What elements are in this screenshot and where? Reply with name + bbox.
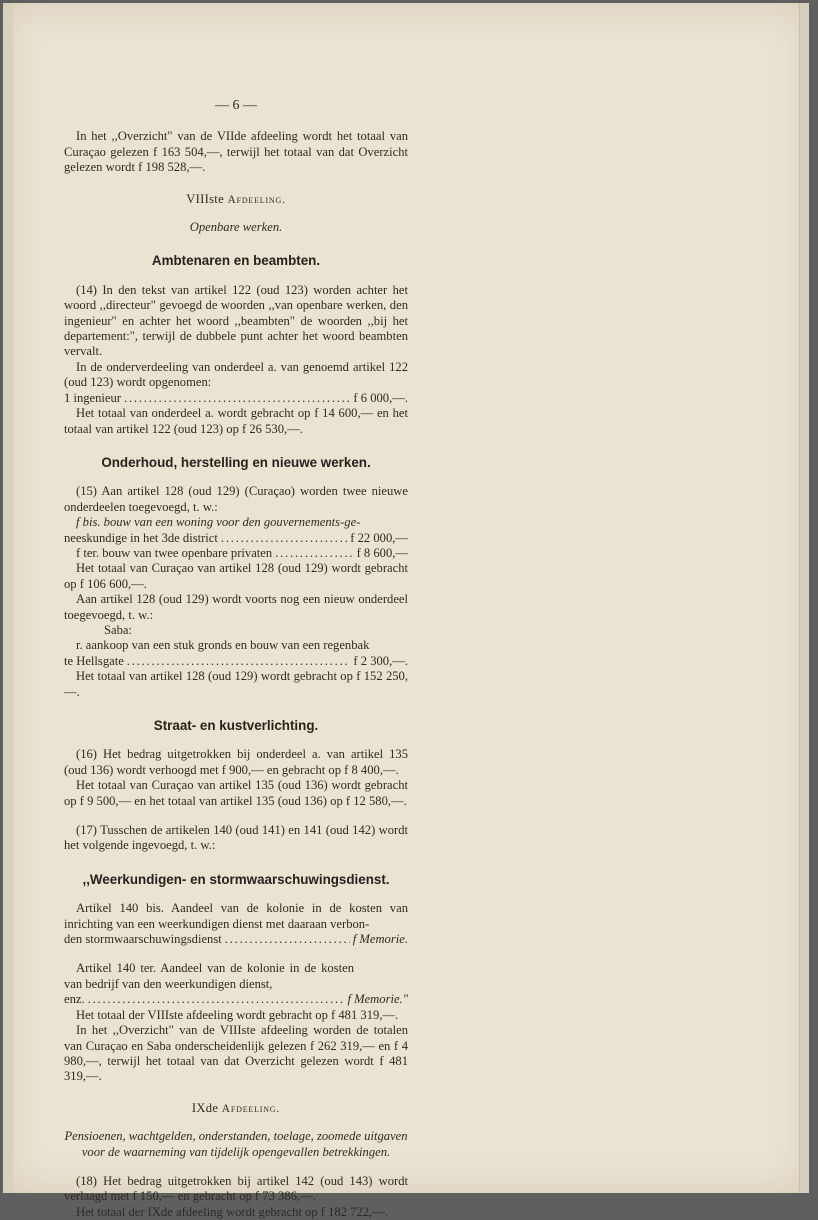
intro-paragraph: In het ,,Overzicht" van de VIIde afdeeling wordt het totaal van Curaçao gelezen f 163 504,—, terwijl het totaal van dat Overzicht gelezen wordt f 198 528,—. [64, 129, 408, 175]
line-item-ingenieur [64, 391, 408, 406]
paragraph-15a: (15) Aan artikel 128 (oud 129) (Curaçao) worden twee nieuwe onderdeelen toegevoegd, t. w.: [64, 484, 408, 514]
section-word: Afdeeling. [221, 1102, 281, 1115]
leader-dots [221, 531, 347, 546]
line-fbis-a: f bis. bouw van een woning voor den gouvernements-ge- [76, 515, 361, 530]
document-page [3, 3, 809, 1219]
paragraph-14b: In de onderverdeeling van onderdeel a. van genoemd artikel 122 (oud 123) wordt opgenomen: [64, 359, 408, 390]
line-r-a: r. aankoop van een stuk gronds en bouw van een regenbak [76, 638, 370, 653]
heading-onderhoud: Onderhoud, herstelling en nieuwe werken. [101, 454, 371, 470]
leader-dots [124, 391, 350, 406]
line-label: f ter. bouw van twee openbare privaten [76, 545, 273, 560]
section-number: VIIIste [186, 191, 225, 206]
artikel-140bis-text: Artikel 140 bis. Aandeel van de kolonie in de kosten van inrichting van een weerkundigen dienst met daaraan verbon- [64, 901, 408, 931]
paragraph-17: (17) Tusschen de artikelen 140 (oud 141) en 141 (oud 142) wordt het volgende ingevoegd, t. w.: [64, 823, 408, 853]
line-label: 1 ingenieur [64, 390, 122, 405]
line-label: te Hellsgate [64, 653, 124, 668]
section-title-ix [64, 1101, 408, 1117]
paragraph-18b: Het totaal der IXde afdeeling wordt gebracht op f 182 722,—. [76, 1204, 388, 1219]
section-title-viii [64, 192, 408, 208]
heading-ambtenaren: Ambtenaren en beambten. [151, 253, 321, 269]
line-label: den stormwaarschuwingsdienst [64, 932, 222, 947]
paragraph-17b: Het totaal der VIIIste afdeeling wordt gebracht op f 481 319,—. [76, 1007, 399, 1022]
paragraph-15d: Het totaal van artikel 128 (oud 129) wordt gebracht op f 152 250,—. [64, 669, 408, 699]
scan-edge [799, 3, 809, 1193]
line-label: enz. [64, 992, 85, 1007]
paragraph-14c: Het totaal van onderdeel a. wordt gebracht op f 14 600,— en het totaal van artikel 122 (oud 123) op f 26 530,—. [64, 406, 408, 436]
artikel-140ter-text: Artikel 140 ter. Aandeel van de kolonie in de kosten van bedrijf van den weerkundigen dienst, [64, 961, 354, 991]
section-subtitle: Pensioenen, wachtgelden, onderstanden, toelage, zoomede uitgaven voor de waarneming van tijdelijk opengevallen betrekkingen. [64, 1129, 408, 1159]
leader-dots [225, 932, 350, 947]
line-amount: f Memorie." [347, 992, 408, 1007]
paragraph-17c: In het ,,Overzicht" van de VIIIste afdeeling worden de totalen van Curaçao en Saba onderscheidenlijk gelezen f 262 319,— en f 4 980,—, terwijl het totaal van dat Overzicht gelezen wordt f 481 319,—. [64, 1023, 408, 1084]
section-number: IXde [191, 1100, 219, 1115]
line-amount: f 6 000,—. [353, 390, 408, 405]
page-number: — 6 — [215, 98, 257, 113]
paragraph-15c: Aan artikel 128 (oud 129) wordt voorts nog een nieuw onderdeel toegevoegd, t. w.: [64, 592, 408, 622]
line-item-fter [64, 546, 408, 561]
heading-weerkundigen: ,,Weerkundigen- en stormwaarschuwingsdienst. [82, 871, 390, 887]
heading-straatverlichting: Straat- en kustverlichting. [153, 718, 319, 733]
line-label: neeskundige in het 3de district [64, 530, 218, 545]
paragraph-14a: (14) In den tekst van artikel 122 (oud 123) worden achter het woord ,,directeur" gevoegd de woorden ,,van openbare werken, den ingenieur" en achter het woord ,,beambten" de woorden ,,bij het departement:", terwijl de dubbele punt achter het woord beambten vervalt. [64, 282, 408, 359]
line-amount: f 22 000,— [350, 530, 408, 545]
paragraph-16b: Het totaal van Curaçao van artikel 135 (oud 136) wordt gebracht op f 9 500,— en het totaal van artikel 135 (oud 136) op f 12 580,—. [64, 778, 408, 808]
leader-dots [127, 654, 351, 669]
paragraph-15b: Het totaal van Curaçao van artikel 128 (oud 129) wordt gebracht op f 106 600,—. [64, 561, 408, 591]
line-amount: f Memorie. [352, 932, 408, 947]
text-column [64, 98, 408, 1220]
line-item-140ter [64, 992, 408, 1007]
paragraph-18a: (18) Het bedrag uitgetrokken bij artikel 142 (oud 143) wordt verlaagd met f 150,— en gebracht op f 73 386,—. [64, 1173, 408, 1204]
saba-label: Saba: [104, 622, 132, 637]
line-item-fbis [64, 531, 408, 546]
binding-strip [3, 3, 13, 1193]
line-item-hellsgate [64, 654, 408, 669]
line-amount: f 8 600,— [356, 545, 408, 560]
paragraph-16a: (16) Het bedrag uitgetrokken bij onderdeel a. van artikel 135 (oud 136) wordt verhoogd met f 900,— en gebracht op f 8 400,—. [64, 747, 408, 777]
leader-dots [275, 546, 353, 561]
leader-dots [88, 992, 345, 1007]
section-subtitle: Openbare werken. [189, 220, 283, 235]
line-item-140bis [64, 932, 408, 947]
line-amount: f 2 300,—. [353, 653, 408, 668]
section-word: Afdeeling. [227, 193, 286, 206]
